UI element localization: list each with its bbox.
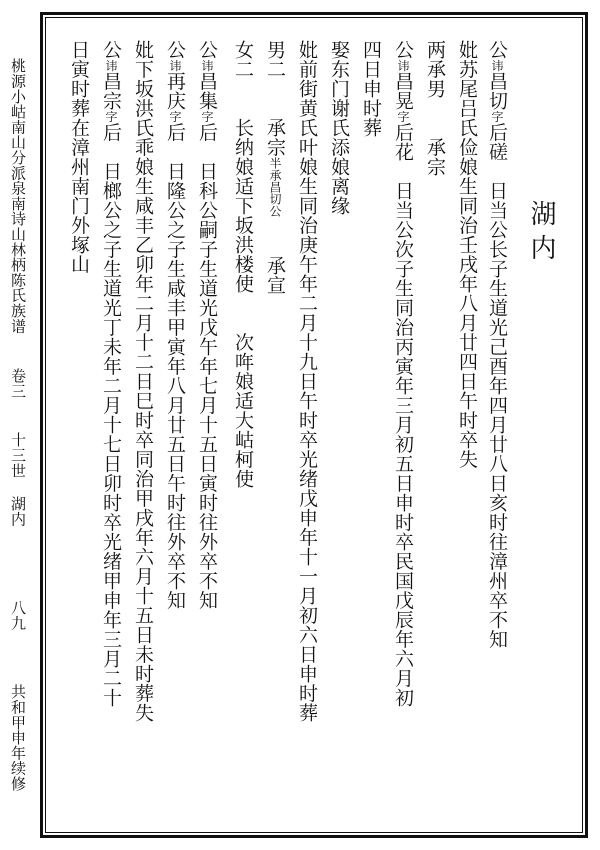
column-text: 妣下坂洪氏乖娘生咸丰乙卯年二月十二日巳时卒同治甲戌年六月十五日未时葬失 — [132, 40, 154, 723]
volume-label: 卷三 — [9, 368, 27, 399]
genealogy-column — [264, 40, 286, 295]
genealogy-column — [232, 40, 254, 489]
page-number: 八九 — [9, 600, 27, 631]
genealogy-column — [456, 40, 478, 469]
column-text: 两承男 承宗 — [424, 40, 446, 177]
column-text: 公 — [486, 40, 508, 60]
annotation-note: 字 — [200, 110, 214, 123]
column-text: 公 — [392, 40, 414, 60]
annotation-note: 字 — [104, 110, 118, 123]
column-text: 公 — [100, 40, 122, 60]
annotation-note: 讳 — [200, 59, 214, 72]
annotation-note: 字 — [168, 110, 182, 123]
column-text: 公 — [196, 40, 218, 60]
column-text: 女二 长纳娘适下坂洪楼使 次哖娘适大岵柯使 — [232, 40, 254, 489]
genealogy-column — [68, 40, 90, 274]
generation-label: 十三世 — [9, 432, 27, 478]
column-text: 后 日榔公之子生道光丁未年二月十七日卯时卒光绪甲申年三月二十 — [100, 122, 122, 708]
column-text: 后花 日当公次子生同治丙寅年三月初五日申时卒民国戊辰年六月初 — [392, 122, 414, 708]
annotation-note: 讳 — [490, 59, 504, 72]
column-text: 后 日隆公之子生咸丰甲寅年八月廿五日午时往外卒不知 — [164, 122, 186, 610]
genealogy-column — [296, 40, 318, 723]
column-text: 后磋 日当公长子生道光己酉年四月廿八日亥时往漳州卒不知 — [486, 122, 508, 649]
annotation-note: 讳 — [396, 59, 410, 72]
section-title: 湖内 — [526, 200, 556, 268]
column-text: 公 — [164, 40, 186, 60]
genealogy-column — [132, 40, 154, 723]
column-text: 昌晃 — [392, 71, 414, 111]
column-text: 妣前街黄氏叶娘生同治庚午年二月十九日午时卒光绪戊申年十一月初六日申时葬 — [296, 40, 318, 723]
genealogy-column — [164, 40, 186, 610]
annotation-note: 讳 — [168, 59, 182, 72]
genealogy-column — [196, 40, 218, 610]
column-text: 承宣 — [264, 217, 286, 295]
column-text: 四日申时葬 — [360, 40, 382, 138]
annotation-note: 字 — [396, 110, 410, 123]
genealogy-column — [424, 40, 446, 177]
column-text: 妣苏尾吕氏俭娘生同治壬戌年八月廿四日午时卒失 — [456, 40, 478, 469]
genealogy-column — [360, 40, 382, 138]
column-text: 再庆 — [164, 71, 186, 111]
branch-label: 湖内 — [9, 496, 27, 527]
edition-label: 共和甲申年续修 — [9, 684, 27, 792]
genealogy-column — [486, 40, 508, 649]
column-text: 昌集 — [196, 71, 218, 111]
annotation-note: 字 — [490, 110, 504, 123]
genealogy-column — [100, 40, 122, 708]
genealogy-column — [392, 40, 414, 708]
annotation-note: 半承昌切公 — [268, 157, 282, 217]
column-text: 昌切 — [486, 71, 508, 111]
column-text: 男二 承宗 — [264, 40, 286, 157]
annotation-note: 讳 — [104, 59, 118, 72]
book-title: 桃源小岵南山分派泉南诗山林柄陈氏族谱 — [9, 58, 27, 334]
column-text: 日寅时葬在漳州南门外塚山 — [68, 40, 90, 274]
column-text: 昌宗 — [100, 71, 122, 111]
column-text: 后 日科公嗣子生道光戊午年七月十五日寅时往外卒不知 — [196, 122, 218, 610]
column-text: 娶东门谢氏添娘离缘 — [328, 40, 350, 216]
genealogy-column — [328, 40, 350, 216]
